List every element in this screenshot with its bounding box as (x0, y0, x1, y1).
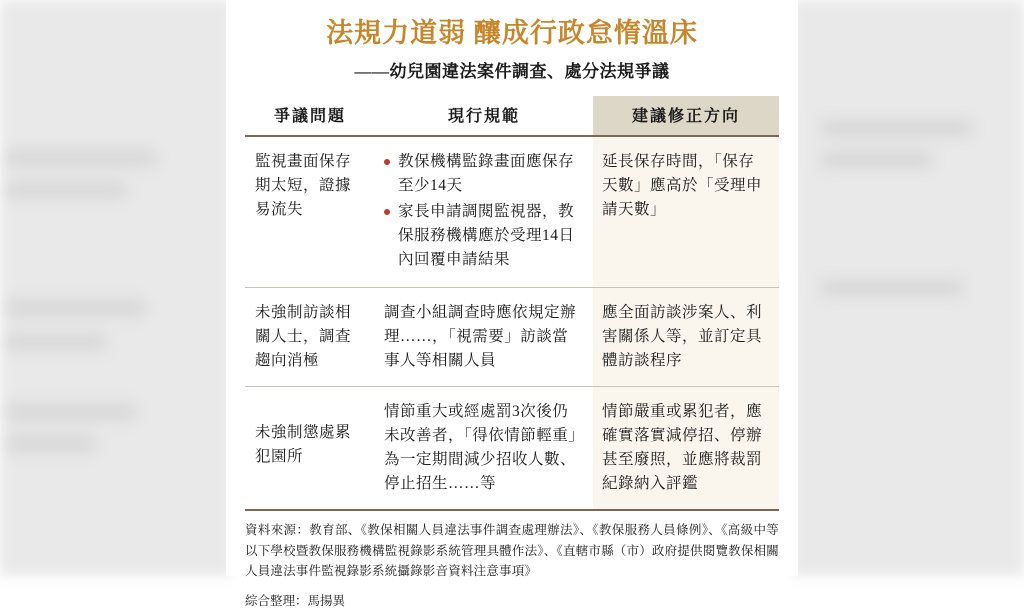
cell-current: 調查小組調查時應依規定辦理……，「視需要」訪談當事人等相關人員 (375, 288, 593, 387)
cell-suggestion: 情節嚴重或累犯者，應確實落實減停招、停辦甚至廢照，並應將裁罰紀錄納入評鑑 (593, 387, 779, 511)
background-blur-left (0, 0, 232, 576)
blur-blob (822, 280, 962, 296)
blur-blob (822, 152, 932, 168)
blur-blob (6, 404, 136, 420)
cell-issue: 未強制懲處累犯園所 (245, 387, 375, 511)
list-item: 教保機構監錄畫面應保存至少14天 (384, 150, 584, 198)
blur-blob (6, 436, 96, 452)
table-row (245, 387, 779, 511)
table-header-row (245, 96, 779, 136)
infographic-card (226, 0, 798, 609)
cell-current: 情節重大或經處罰3次後仍未改善者，「得依情節輕重」為一定期間減少招收人數、停止招生……等 (375, 387, 593, 511)
blur-blob (6, 150, 156, 166)
cell-current (375, 136, 593, 288)
cell-suggestion: 延長保存時間，「保存天數」應高於「受理申請天數」 (593, 136, 779, 288)
cell-issue: 監視畫面保存期太短，證據易流失 (245, 136, 375, 288)
table-row (245, 136, 779, 288)
page-subtitle: ——幼兒園違法案件調查、處分法規爭議 (354, 62, 670, 82)
page-title: 法規力道弱 釀成行政怠惰溫床 (326, 18, 698, 48)
list-item: 家長申請調閱監視器，教保服務機構應於受理14日內回覆申請結果 (384, 200, 584, 272)
column-header-suggestion: 建議修正方向 (593, 96, 779, 136)
column-header-issue: 爭議問題 (245, 96, 375, 136)
blur-blob (6, 182, 126, 198)
cell-issue: 未強制訪談相關人士，調查趨向消極 (245, 288, 375, 387)
byline: 綜合整理：馬揚異 (245, 594, 346, 609)
blur-blob (6, 334, 106, 350)
blur-blob (6, 300, 146, 316)
bullet-list (384, 150, 584, 272)
comparison-table (245, 96, 779, 511)
background-blur-right (792, 0, 1024, 576)
blur-blob (822, 120, 972, 136)
table-row (245, 288, 779, 387)
column-header-current: 現行規範 (375, 96, 593, 136)
source-note: 資料來源：教育部、《教保相關人員違法事件調查處理辦法》、《教保服務人員條例》、《高級中等以下學校暨教保服務機構監視錄影系統管理具體作法》、《直轄市縣（市）政府提供閱覽教保相關人員違法事件監視錄影系統攝錄影音資料注意事項》 (245, 523, 779, 579)
cell-suggestion: 應全面訪談涉案人、利害關係人等，並訂定具體訪談程序 (593, 288, 779, 387)
